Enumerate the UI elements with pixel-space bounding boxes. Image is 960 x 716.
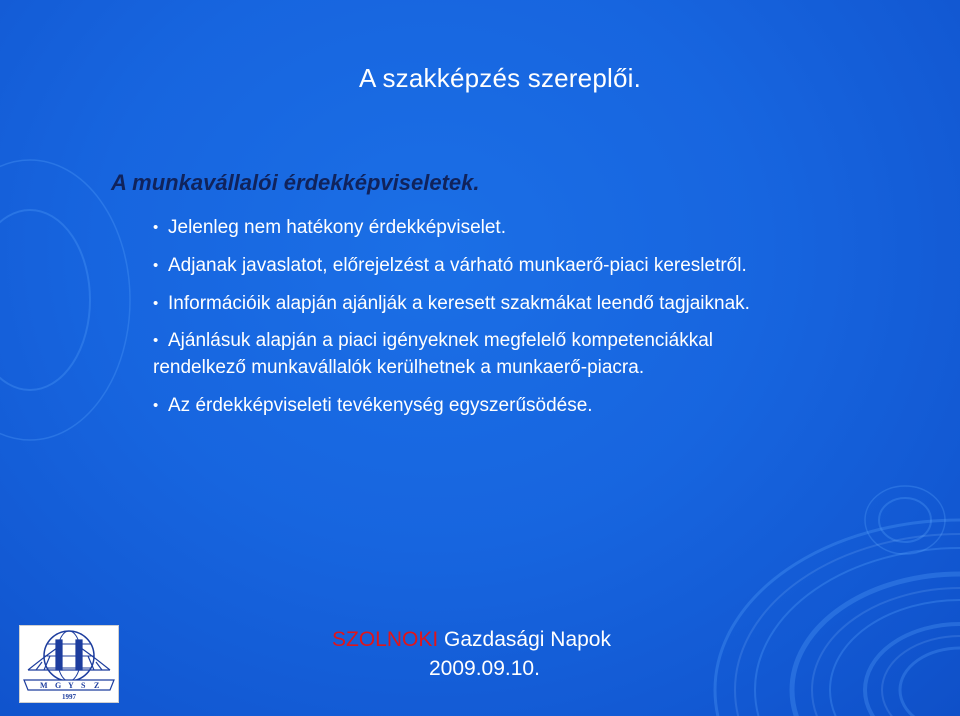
bullet-text: Információik alapján ajánlják a keresett szakmákat leendő tagjaiknak. [168,293,750,314]
logo-year: 1997 [62,693,76,701]
logo-letter: S [81,681,86,690]
bullet-icon: • [153,295,159,312]
slide-title: A szakképzés szereplői. [358,63,642,93]
logo-letter: Z [94,681,100,690]
bullet-icon: • [153,219,159,236]
logo-letter: Y [68,681,74,690]
bullet-item [153,392,913,419]
footer-event-line [332,625,662,654]
footer-city: SZOLNOKI [332,628,439,651]
logo-letter: G [55,681,62,690]
bullet-icon: • [153,257,159,274]
footer [332,625,662,683]
footer-date: 2009.09.10. [429,657,540,680]
bullet-text-continuation: rendelkező munkavállalók kerülhetnek a munkaerő-piacra. [153,357,645,378]
bullet-text: Ajánlásuk alapján a piaci igényeknek megfelelő kompetenciákkal [168,330,713,351]
bullet-icon: • [153,332,159,349]
logo-letter: M [40,681,48,690]
bullet-text: Az érdekképviseleti tevékenység egyszerűsödése. [168,395,593,416]
bullet-text: Adjanak javaslatot, előrejelzést a várható munkaerő-piaci keresletről. [168,255,747,276]
mgysz-logo [19,625,119,703]
bullet-item [153,327,913,381]
mgysz-logo-graphic [20,626,118,702]
slide-subtitle: A munkavállalói érdekképviseletek. [111,170,480,195]
bullet-list [153,214,913,419]
bullet-icon: • [153,397,159,414]
bullet-item [153,290,913,317]
footer-event: Gazdasági Napok [444,628,611,651]
bullet-item [153,214,913,241]
bullet-text: Jelenleg nem hatékony érdekképviselet. [168,217,506,238]
bullet-item [153,252,913,279]
